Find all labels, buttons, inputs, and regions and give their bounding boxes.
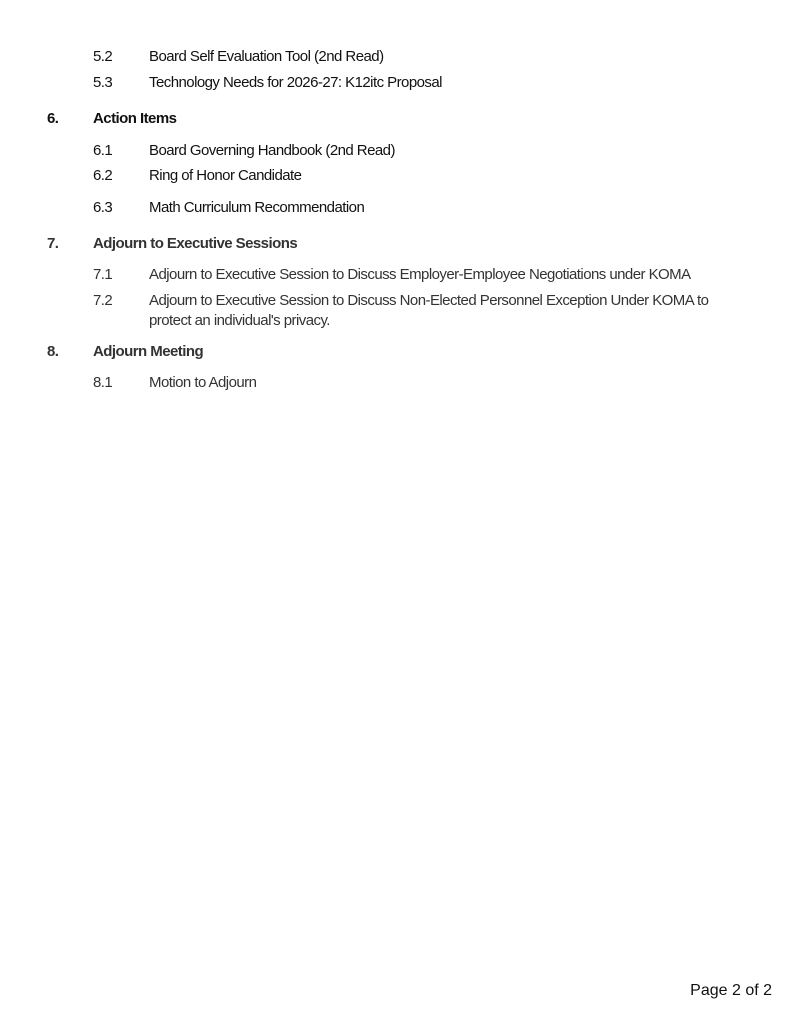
item-number: 7.1: [93, 266, 113, 283]
section-number: 6.: [47, 110, 59, 127]
section-number: 7.: [47, 235, 59, 252]
item-number: 7.2: [93, 292, 113, 309]
item-title: Board Self Evaluation Tool (2nd Read): [149, 48, 384, 65]
item-number: 8.1: [93, 374, 113, 391]
item-title: Math Curriculum Recommendation: [149, 199, 365, 216]
item-title: Motion to Adjourn: [149, 374, 257, 391]
item-title: Adjourn to Executive Session to Discuss Non-Elected Personnel Exception Under KOMA to protect an individual's privacy.: [149, 292, 709, 329]
page-number: Page 2 of 2: [690, 982, 772, 999]
item-title: Ring of Honor Candidate: [149, 167, 302, 184]
section-title: Action Items: [93, 110, 177, 127]
item-title: Board Governing Handbook (2nd Read): [149, 142, 395, 159]
section-title: Adjourn Meeting: [93, 343, 204, 360]
item-number: 6.2: [93, 167, 113, 184]
item-number: 5.3: [93, 74, 113, 91]
section-title: Adjourn to Executive Sessions: [93, 235, 298, 252]
item-title: Adjourn to Executive Session to Discuss Employer-Employee Negotiations under KOMA: [149, 266, 691, 283]
item-number: 6.3: [93, 199, 113, 216]
section-number: 8.: [47, 343, 59, 360]
item-number: 5.2: [93, 48, 113, 65]
item-number: 6.1: [93, 142, 113, 159]
item-title: Technology Needs for 2026-27: K12itc Proposal: [149, 74, 442, 91]
